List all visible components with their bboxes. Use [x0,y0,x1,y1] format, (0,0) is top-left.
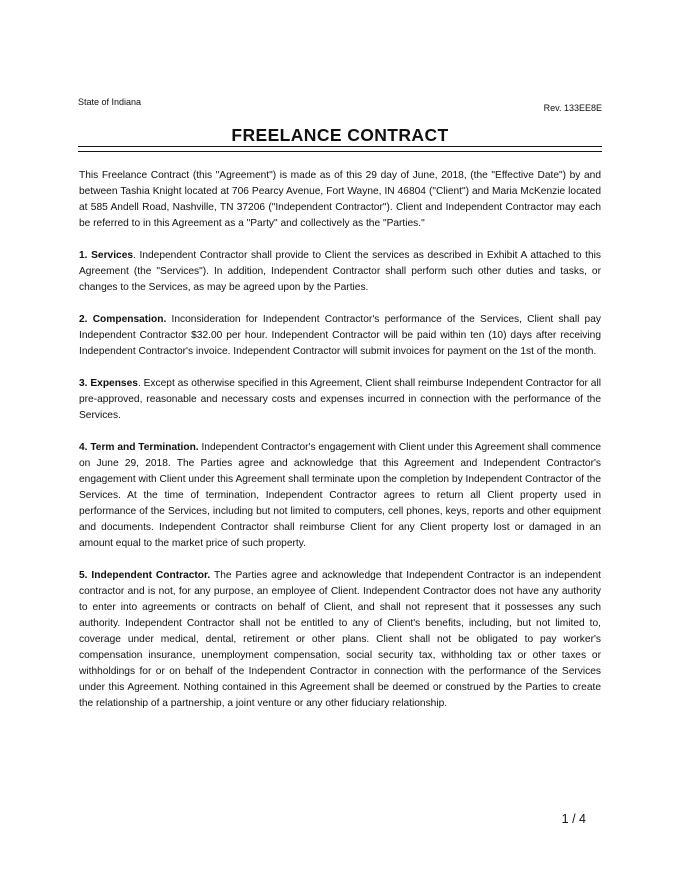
section-text: The Parties agree and acknowledge that Independent Contractor is an independent contractor and is not, for any purpose, an employee of Client. Independent Contractor does not have any authority to enter into agreements or contracts on behalf of Client, and shall not represent that it possesses any such authority. Independent Contractor shall not be entitled to any of Client's benefits, including, but not limited to, coverage under medical, dental, retirement or other plans. Client shall not be obligated to pay worker's compensation insurance, unemployment compensation, social security tax, withholding tax or other taxes or withholdings for or on behalf of the Independent Contractor in connection with the performance of the Services under this Agreement. Nothing contained in this Agreement shall be deemed or construed by the Parties to create the relationship of a partnership, a joint venture or any other fiduciary relationship. [79,570,601,709]
section-heading: 3. Expenses [79,378,138,389]
state-label: State of Indiana [78,97,142,107]
section-text: . Independent Contractor shall provide to Client the services as described in Exhibit A attached to this Agreement (the "Services"). In addition, Independent Contractor shall perform such other duties and tasks, or changes to the Services, as may be agreed upon by the Parties. [79,250,601,293]
section-text: Independent Contractor's engagement with Client under this Agreement shall commence on June 29, 2018. The Parties agree and acknowledge that this Agreement and Independent Contractor's engagement with Client under this Agreement shall terminate upon the completion by Independent Contractor of the Services. At the time of termination, Independent Contractor agrees to return all Client property used in performance of the Services, including but not limited to computers, cell phones, keys, reports and other equipment and documents. Independent Contractor shall reimburse Client for any Client property lost or damaged in an amount equal to the market price of such property. [79,442,601,549]
section-compensation [79,312,601,360]
section-heading: 5. Independent Contractor. [79,570,211,581]
section-heading: 2. Compensation. [79,314,167,325]
intro-paragraph: This Freelance Contract (this "Agreement") is made as of this 29 day of June, 2018, (the "Effective Date") by and between Tashia Knight located at 706 Pearcy Avenue, Fort Wayne, IN 46804 ("Client") and Maria McKenzie located at 585 Andell Road, Nashville, TN 37206 ("Independent Contractor"). Client and Independent Contractor may each be referred to in this Agreement as a "Party" and collectively as the "Parties." [79,170,601,229]
section-term-and-termination [79,440,601,552]
page-title: FREELANCE CONTRACT [231,125,449,145]
revision-code: Rev. 133EE8E [543,103,602,113]
section-text: Inconsideration for Independent Contractor's performance of the Services, Client shall pay Independent Contractor $32.00 per hour. Independent Contractor will be paid within ten (10) days after receiving Independent Contractor's invoice. Independent Contractor will submit invoices for payment on the 1st of the month. [79,314,601,357]
section-heading: 1. Services [79,250,134,261]
section-expenses [79,376,601,424]
contract-body [79,168,601,728]
section-services [79,248,601,296]
section-heading: 4. Term and Termination. [79,442,199,453]
title-double-rule [78,146,602,152]
page-number: 1 / 4 [561,812,586,826]
section-independent-contractor [79,568,601,712]
section-text: . Except as otherwise specified in this Agreement, Client shall reimburse Independent Contractor for all pre-approved, reasonable and necessary costs and expenses incurred in connection with the performance of the Services. [79,378,601,421]
